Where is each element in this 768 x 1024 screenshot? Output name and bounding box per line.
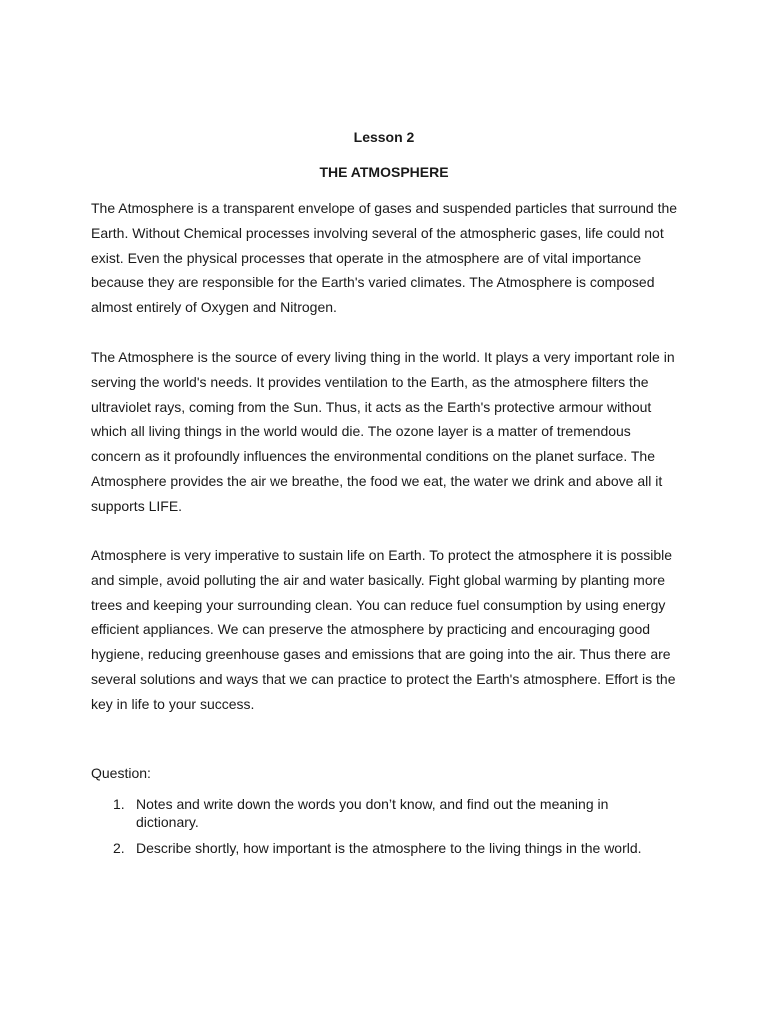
question-item: [91, 836, 651, 861]
document-title: THE ATMOSPHERE: [319, 164, 449, 180]
question-item: [91, 795, 651, 831]
question-number: 1.: [113, 796, 125, 812]
question-text: Notes and write down the words you don’t know, and find out the meaning in dictionary.: [136, 796, 609, 830]
question-list: [91, 795, 651, 861]
question-number: 2.: [113, 840, 125, 856]
lesson-number: Lesson 2: [353, 129, 415, 145]
paragraph-protection: Atmosphere is very imperative to sustain life on Earth. To protect the atmosphere it is possible and simple, avoid polluting the air and water basically. Fight global warming by planting more trees and keeping your surrounding clean. You can reduce fuel consumption by using energy efficient appliances. We can preserve the atmosphere by practicing and encouraging good hygiene, reducing greenhouse gases and emissions that are going into the air. Thus there are several solutions and ways that we can practice to protect the Earth's atmosphere. Effort is the key in life to your success.: [91, 547, 676, 712]
paragraph-importance: The Atmosphere is the source of every living thing in the world. It plays a very important role in serving the world's needs. It provides ventilation to the Earth, as the atmosphere filters the ultraviolet rays, coming from the Sun. Thus, it acts as the Earth's protective armour without which all living things in the world would die. The ozone layer is a matter of tremendous concern as it profoundly influences the environmental conditions on the planet surface. The Atmosphere provides the air we breathe, the food we eat, the water we drink and above all it supports LIFE.: [91, 349, 675, 514]
question-text: Describe shortly, how important is the atmosphere to the living things in the world.: [136, 840, 642, 856]
question-label: Question:: [91, 765, 151, 781]
paragraph-intro: The Atmosphere is a transparent envelope of gases and suspended particles that surround the Earth. Without Chemical processes involving several of the atmospheric gases, life could not exist. Even the physical processes that operate in the atmosphere are of vital importance because they are responsible for the Earth's varied climates. The Atmosphere is composed almost entirely of Oxygen and Nitrogen.: [91, 200, 678, 316]
